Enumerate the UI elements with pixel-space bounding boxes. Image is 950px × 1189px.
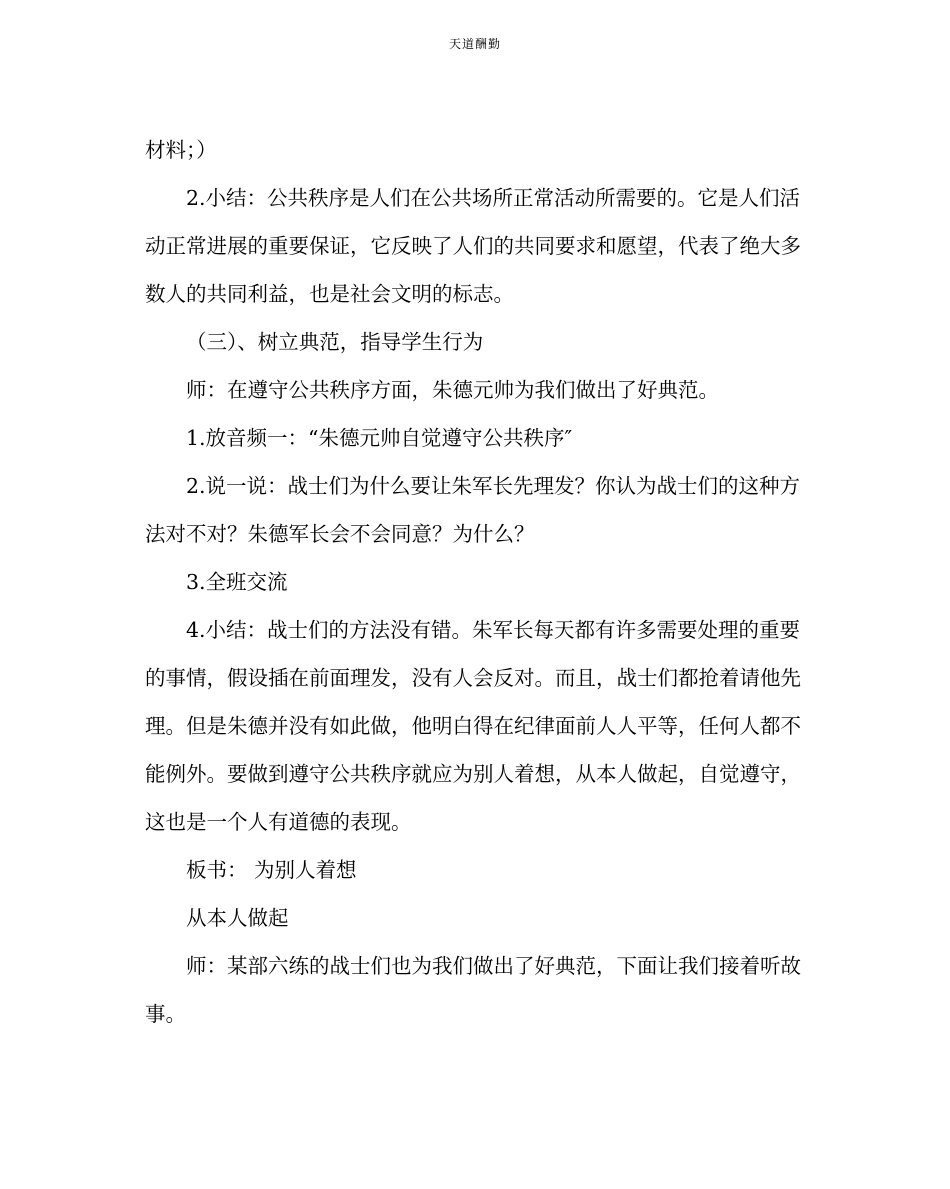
page-header: 天道酬勤 — [448, 37, 501, 51]
paragraph: 2.小结：公共秩序是人们在公共场所正常活动所需要的。它是人们活动正常进展的重要保证，它反映了人们的共同要求和愿望，代表了绝大多数人的共同利益，也是社会文明的标志。 — [145, 186, 801, 306]
paragraph: 材料；） — [145, 138, 217, 162]
paragraph: 2.说一说：战士们为什么要让朱军长先理发？你认为战士们的这种方法对不对？朱德军长会不会同意？为什么？ — [145, 474, 801, 546]
document-body — [145, 126, 805, 1038]
section-heading: （三）、树立典范，指导学生行为 — [186, 330, 484, 354]
paragraph: 师：在遵守公共秩序方面，朱德元帅为我们做出了好典范。 — [186, 378, 719, 402]
blackboard-note: 板书： 为别人着想 — [186, 858, 357, 882]
paragraph: 1.放音频一：“朱德元帅自觉遵守公共秩序″ — [186, 426, 573, 450]
paragraph: 3.全班交流 — [186, 570, 288, 594]
paragraph: 师：某部六练的战士们也为我们做出了好典范，下面让我们接着听故事。 — [145, 954, 801, 1026]
paragraph: 4.小结：战士们的方法没有错。朱军长每天都有许多需要处理的重要的事情，假设插在前面理发，没有人会反对。而且，战士们都抢着请他先理。但是朱德并没有如此做，他明白得在纪律面前人人平等，任何人都不能例外。要做到遵守公共秩序就应为别人着想，从本人做起，自觉遵守，这也是一个人有道德的表现。 — [145, 618, 801, 834]
blackboard-note: 从本人做起 — [186, 906, 289, 930]
